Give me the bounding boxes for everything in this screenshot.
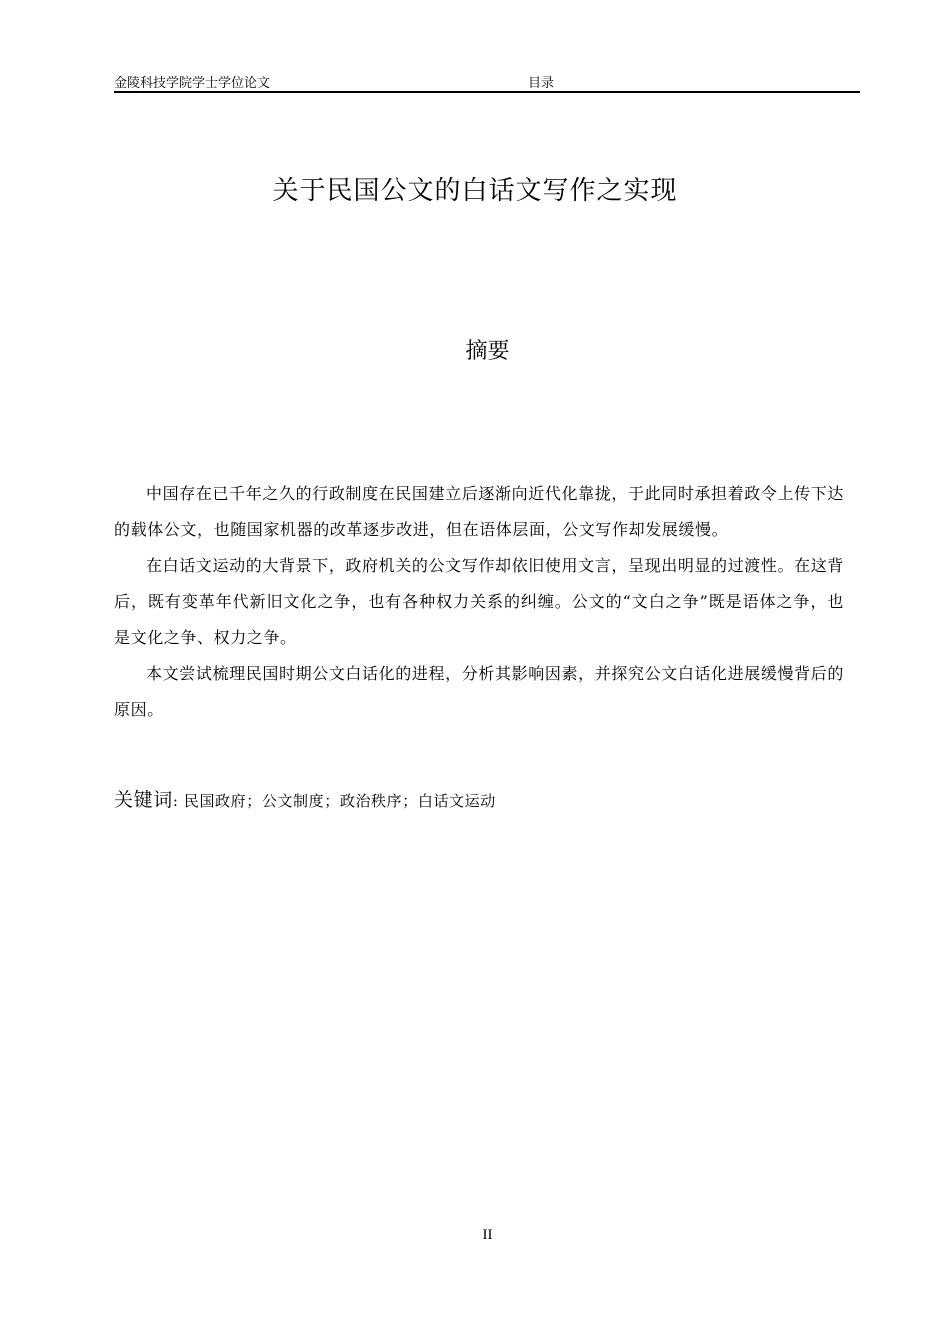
keywords-line	[114, 785, 496, 812]
header-institution: 金陵科技学院学士学位论文	[114, 76, 271, 91]
keywords-text: 民国政府；公文制度；政治秩序；白话文运动	[183, 792, 496, 810]
abstract-body	[114, 476, 844, 728]
abstract-paragraph: 在白话文运动的大背景下，政府机关的公文写作却依旧使用文言，呈现出明显的过渡性。在这背后，既有变革年代新旧文化之争，也有各种权力关系的纠缠。公文的“文白之争”既是语体之争，也是文化之争、权力之争。	[114, 556, 844, 647]
page-number: II	[482, 1227, 493, 1243]
header-section: 目录	[528, 76, 555, 91]
abstract-paragraph: 中国存在已千年之久的行政制度在民国建立后逐渐向近代化靠拢，于此同时承担着政令上传下达的载体公文，也随国家机器的改革逐步改进，但在语体层面，公文写作却发展缓慢。	[114, 484, 844, 539]
thesis-title: 关于民国公文的白话文写作之实现	[272, 176, 678, 206]
abstract-paragraph: 本文尝试梳理民国时期公文白话化的进程，分析其影响因素，并探究公文白话化进展缓慢背后的原因。	[114, 664, 844, 719]
keywords-separator: :	[172, 792, 179, 810]
keywords-label: 关键词	[114, 789, 173, 811]
abstract-heading: 摘要	[465, 339, 510, 364]
page-header	[114, 70, 860, 93]
